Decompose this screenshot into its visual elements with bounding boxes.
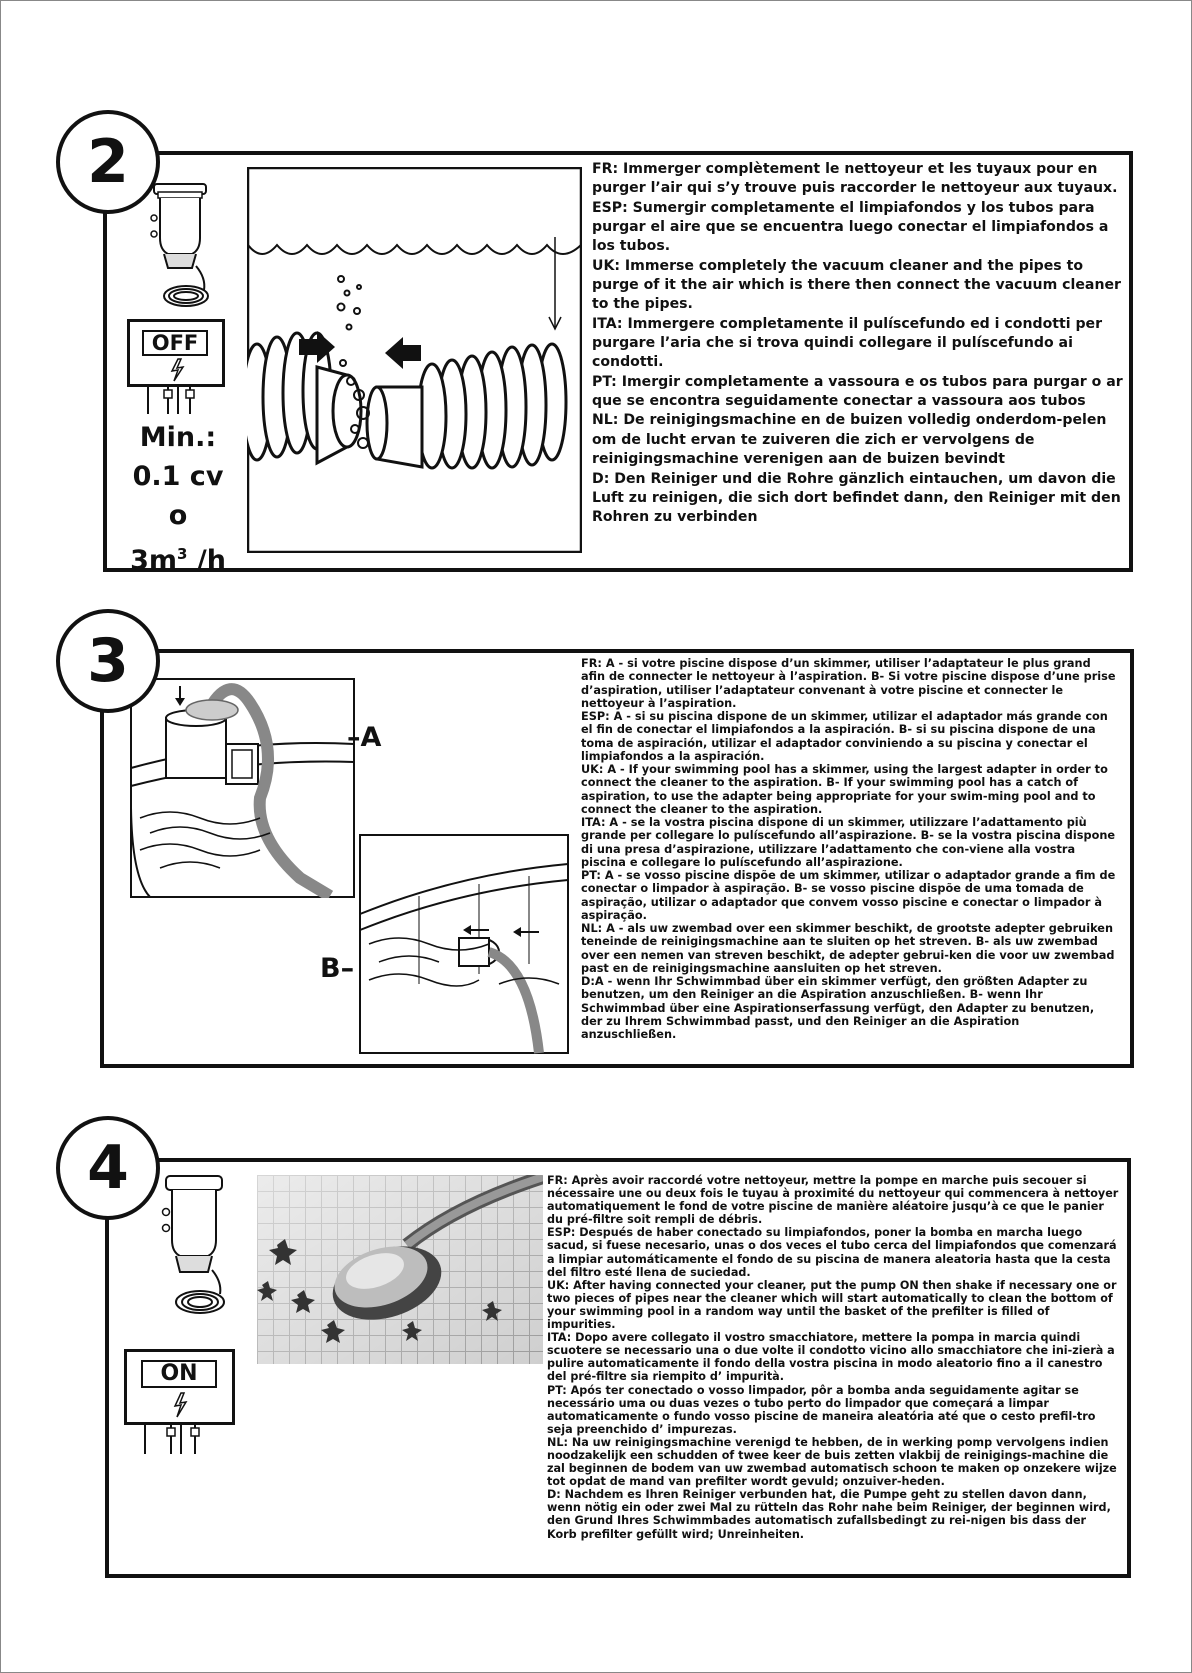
instruction-uk: UK: A - If your swimming pool has a skimmer, using the largest adapter in order to connect the cleaner to the aspiration. B- If your swimming pool has a catch of aspiration, to use the adapter being appropriate for your swim-ming pool and to connect the cleaner to the aspiration. <box>581 763 1108 816</box>
instruction-fr: FR: Immerger complètement le nettoyeur et les tuyaux pour en purger l’air qui s’y trouve puis raccorder le nettoyeur aux tuyaux. <box>592 161 1118 197</box>
off-switch-panel <box>127 319 225 387</box>
step-3-instructions <box>581 657 1116 1041</box>
instruction-pt: PT: Imergir completamente a vassoura e os tubos para purgar o ar que se encontra seguidamente conectar a vassoura aos tubos <box>592 373 1123 410</box>
on-switch-label: ON <box>141 1360 217 1388</box>
min-rate-line3: o <box>168 500 188 531</box>
instruction-nl: NL: Na uw reinigingsmachine verenigd te hebben, de in werking pomp vervolgens indien noodzakelijk een schudden of twee keer de buis zetten vlakbij de reinigings-machine die zal beginnen de bodem van uw zwembad automatisch schoon te maken op onzekere wijze tot opdat de mand van prefilter wordt gevuld; onzuiver-heden. <box>547 1435 1117 1489</box>
on-switch-panel <box>124 1349 235 1425</box>
step-4-number: 4 <box>56 1116 160 1220</box>
instruction-fr: FR: Après avoir raccordé votre nettoyeur, mettre la pompe en marche puis secouer si nécessaire une ou deux fois le tuyau à proximité du nettoyeur qui commencera à nettoyer automatiquement le fond de votre piscine de manière aléatoire jusqu’à ce que le panier du pré-filtre soit rempli de débris. <box>547 1174 1119 1227</box>
skimmer-connection-illustration <box>130 678 355 898</box>
step-3-number: 3 <box>56 609 160 713</box>
instruction-esp: ESP: Sumergir completamente el limpiafondos y los tubos para purgar el aire que se encuentra luego conectar el limpiafondos a los tubos. <box>592 199 1109 255</box>
instruction-pt: PT: Após ter conectado o vosso limpador, pôr a bomba anda seguidamente agitar se necessário uma ou duas vezes o tubo perto do limpador que começará a limpar automaticamente o fundo vosso piscine de maneira aleatória até que o cesto prefil-tro seja preenchido d’ impurezas. <box>547 1383 1096 1436</box>
instruction-nl: NL: De reinigingsmachine en de buizen volledig onderdom-pelen om de lucht ervan te zuiveren die zich er vervolgens de reinigingsmachine verenigen aan de buizen bevindt <box>592 412 1107 468</box>
instruction-d: D:A - wenn Ihr Schwimmbad über ein skimmer verfügt, den größten Adapter zu benutzen, um den Reiniger an die Aspiration anzuschließen. B- wenn Ihr Schwimmbad über eine Aspirationserfassung verfügt, den Adapter zu benutzen, der zu Ihrem Schwimmbad passt, und den Reiniger an die Aspiration anzuschließen. <box>581 975 1095 1041</box>
instruction-uk: UK: Immerse completely the vacuum cleaner and the pipes to purge of it the air which is there then connect the vacuum cleaner to the pipes. <box>592 257 1121 313</box>
label-b: B– <box>320 953 355 984</box>
step-2-number: 2 <box>56 110 160 214</box>
instruction-uk: UK: After having connected your cleaner, put the pump ON then shake if necessary one or two pieces of pipes near the cleaner which will start automatically to clean the bottom of your swimming pool in a random way until the basket of the prefilter is filled of impurities. <box>547 1278 1117 1332</box>
instruction-pt: PT: A - se vosso piscine dispõe de um skimmer, utilizar o adaptador grande a fim de conectar o limpador à aspiração. B- se vosso piscine dispõe de uma tomada de aspiração, utilizar o adaptador que convem vosso piscine e conectar o limpador à aspiração. <box>581 869 1116 922</box>
switch-wires-icon <box>138 386 208 414</box>
instruction-ita: ITA: Dopo avere collegato il vostro smacchiatore, mettere la pompa in marcia quindi scuotere se necessario una o due volte il condotto vicino allo smacchiatore che ini-zierà a pulire automaticamente il fondo della vostra piscina in modo aleatorio fino a il canestro del pré-filtre sia riempito d’ impurità. <box>547 1331 1115 1384</box>
min-rate-line1: Min.: <box>139 422 217 453</box>
instruction-nl: NL: A - als uw zwembad over een skimmer beschikt, de grootste adepter gebruiken teneinde de reinigingsmachine aan te sluiten op het streven. B- als uw zwembad over een nemen van streven beschikt, de adepter gebrui-ken die voor uw zwembad past en de reinigingsmachine aansluiten op het streven. <box>581 922 1115 975</box>
instruction-ita: ITA: Immergere completamente il pulíscefundo ed i condotti per purgare l’aria che si trova quindi collegare il pulíscefundo ai condotti. <box>592 315 1103 371</box>
step-4-instructions <box>547 1174 1119 1541</box>
instruction-d: D: Nachdem es Ihren Reiniger verbunden hat, die Pumpe geht zu stellen davon dann, wenn nötig ein oder zwei Mal zu rütteln das Rohr nahe beim Reiniger, der beginnen wird, den Grund Ihres Schwimmbades automatisch zufallsbedingt zu rei-nigen bis dass der Korb prefilter gefüllt wird; Unreinheiten. <box>547 1488 1111 1541</box>
label-a: –A <box>347 722 382 753</box>
instruction-ita: ITA: A - se la vostra piscina dispone di un skimmer, utilizzare l’adattamento più grande per collegare lo pulíscefundo all’aspirazione. B- se la vostra piscina dispone di una presa d’aspirazione, utilizzare l’adattamento che con-viene alla vostra piscina e collegare lo pulíscefundo all’aspirazione. <box>581 816 1116 869</box>
electric-bolt-icon <box>168 358 186 382</box>
instruction-fr: FR: A - si votre piscine dispose d’un skimmer, utiliser l’adaptateur le plus grand afin de connecter le nettoyeur à l’aspiration. B- Si votre piscine dispose d’une prise d’aspiration, utiliser l’adaptateur convenant à votre piscine et connecter le nettoyeur à l’aspiration. <box>581 657 1116 710</box>
switch-wires-icon <box>135 1424 215 1454</box>
off-switch-label: OFF <box>142 330 208 356</box>
hose-immersion-illustration <box>247 167 582 553</box>
suction-inlet-illustration <box>359 834 569 1054</box>
filter-pump-icon <box>158 1174 238 1324</box>
filter-pump-icon <box>148 178 218 318</box>
min-flow-rate <box>118 418 238 580</box>
min-rate-line4: $3m^3$ /h <box>130 545 226 576</box>
step-2-instructions <box>592 160 1128 528</box>
min-rate-line2: 0.1 cv <box>132 461 224 492</box>
instruction-esp: ESP: A - si su piscina dispone de un skimmer, utilizar el adaptador más grande con el fin de conectar el limpiafondos a la aspiración. B- si su piscina dispone de una toma de aspiración, utilizar el adaptador conviniendo a su piscina y conectar el limpiafondos a la aspiración. <box>581 710 1108 763</box>
pool-cleaner-photo <box>257 1175 543 1364</box>
instruction-esp: ESP: Después de haber conectado su limpiafondos, poner la bomba en marcha luego sacud, si fuese necesario, unas o dos veces el tubo cerca del limpiafondos que comenzará a limpiar automáticamente el fondo de su piscina de manera aleatoria hasta que la cesta del filtro esté llena de suciedad. <box>547 1226 1117 1279</box>
instruction-d: D: Den Reiniger und die Rohre gänzlich eintauchen, um davon die Luft zu reinigen, die sich dort befindet dann, den Reiniger mit den Rohren zu verbinden <box>592 470 1121 526</box>
electric-bolt-icon <box>171 1392 189 1418</box>
